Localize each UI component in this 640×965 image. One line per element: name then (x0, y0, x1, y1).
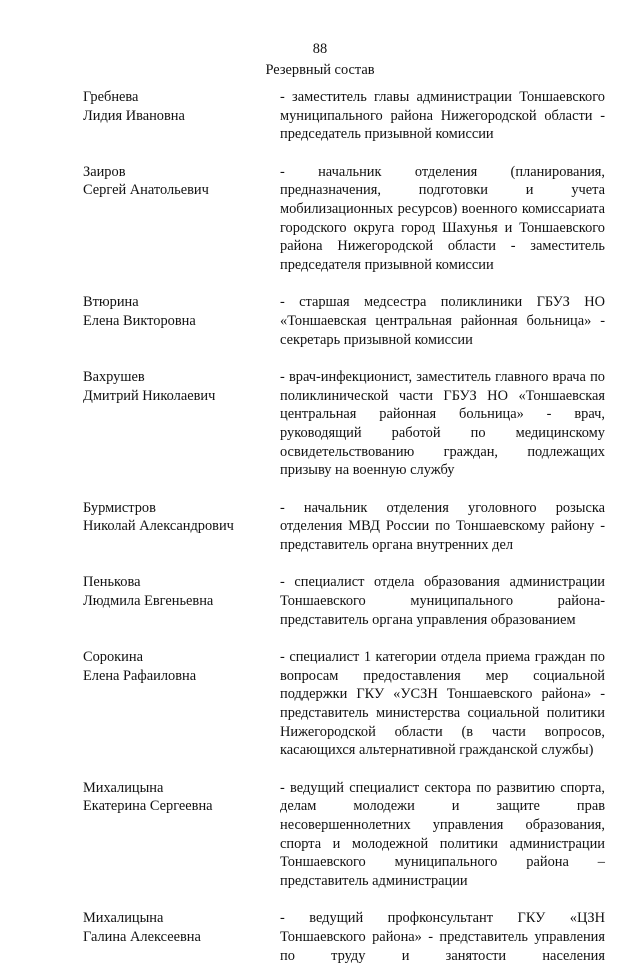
member-role: - специалист 1 категории отдела приема граждан по вопросам предоставления мер социальной поддержки ГКУ «УСЗН Тоншаевского района» - представитель министерства социальной политики Нижегородской области (в части вопросов, касающихся альтернативной гражданской службы) (280, 649, 605, 759)
member-name (83, 909, 280, 965)
member-surname: Михалицына (83, 779, 164, 796)
member-role: - ведущий профконсультант ГКУ «ЦЗН Тоншаевского района» - представитель управления по труду и занятости населения (280, 910, 605, 964)
member-role: - заместитель главы администрации Тоншаевского муниципального района Нижегородской области - председатель призывной комиссии (280, 89, 605, 143)
member-surname: Сорокина (83, 649, 143, 666)
member-role: - старшая медсестра поликлиники ГБУЗ НО «Тоншаевская центральная районная больница» - секретарь призывной комиссии (280, 294, 605, 348)
member-given-names: Дмитрий Николаевич (83, 387, 216, 404)
member-entry-vakhrushev (83, 368, 605, 480)
member-role: - врач-инфекционист, заместитель главного врача по поликлинической части ГБУЗ НО «Тоншаевская центральная районная больница» - врач, руководящий работой по медицинскому освидетельствованию граждан, подлежащих призыву на военную службу (280, 369, 605, 479)
member-entry-penkova (83, 573, 605, 629)
member-surname: Михалицына (83, 910, 164, 927)
member-surname: Втюрина (83, 294, 139, 311)
section-title: Резервный состав (265, 62, 375, 78)
member-surname: Бурмистров (83, 499, 156, 516)
member-given-names: Елена Рафаиловна (83, 667, 197, 684)
member-given-names: Галина Алексеевна (83, 928, 201, 945)
member-role: - начальник отделения (планирования, предназначения, подготовки и учета мобилизационных ресурсов) военного комиссариата городского округа город Шахунья и Тоншаевского района Нижегородской области - заместитель председателя призывной комиссии (280, 163, 605, 273)
member-entry-zairov (83, 163, 605, 275)
member-name (83, 163, 280, 275)
member-name (83, 368, 280, 480)
member-surname: Вахрушев (83, 369, 145, 386)
member-name (83, 499, 280, 555)
member-surname: Пенькова (83, 574, 141, 591)
member-given-names: Людмила Евгеньевна (83, 593, 214, 610)
member-surname: Заиров (83, 163, 126, 180)
member-role: - ведущий специалист сектора по развитию спорта, делам молодежи и защите прав несовершеннолетних управления образования, спорта и молодежной политики администрации Тоншаевского муниципального района – представитель администрации (280, 779, 605, 889)
member-entry-sorokina (83, 648, 605, 760)
member-list (83, 88, 605, 965)
member-entry-mikhalitsyna-ekaterina (83, 779, 605, 891)
member-role: - начальник отделения уголовного розыска отделения МВД России по Тоншаевскому району - представитель органа внутренних дел (280, 499, 605, 553)
member-given-names: Елена Викторовна (83, 312, 196, 329)
member-name (83, 779, 280, 891)
member-name (83, 648, 280, 760)
member-entry-burmistrov (83, 499, 605, 555)
member-given-names: Лидия Ивановна (83, 107, 185, 124)
member-given-names: Николай Александрович (83, 518, 234, 535)
page-number: 88 (312, 41, 328, 57)
member-entry-grebneva (83, 88, 605, 144)
member-entry-vtyurina (83, 293, 605, 349)
member-role: - специалист отдела образования администрации Тоншаевского муниципального района-представитель органа управления образованием (280, 574, 605, 628)
member-entry-mikhalitsyna-galina (83, 909, 605, 965)
member-given-names: Сергей Анатольевич (83, 182, 209, 199)
member-name (83, 573, 280, 629)
member-name (83, 88, 280, 144)
member-given-names: Екатерина Сергеевна (83, 798, 213, 815)
member-name (83, 293, 280, 349)
member-surname: Гребнева (83, 89, 139, 105)
